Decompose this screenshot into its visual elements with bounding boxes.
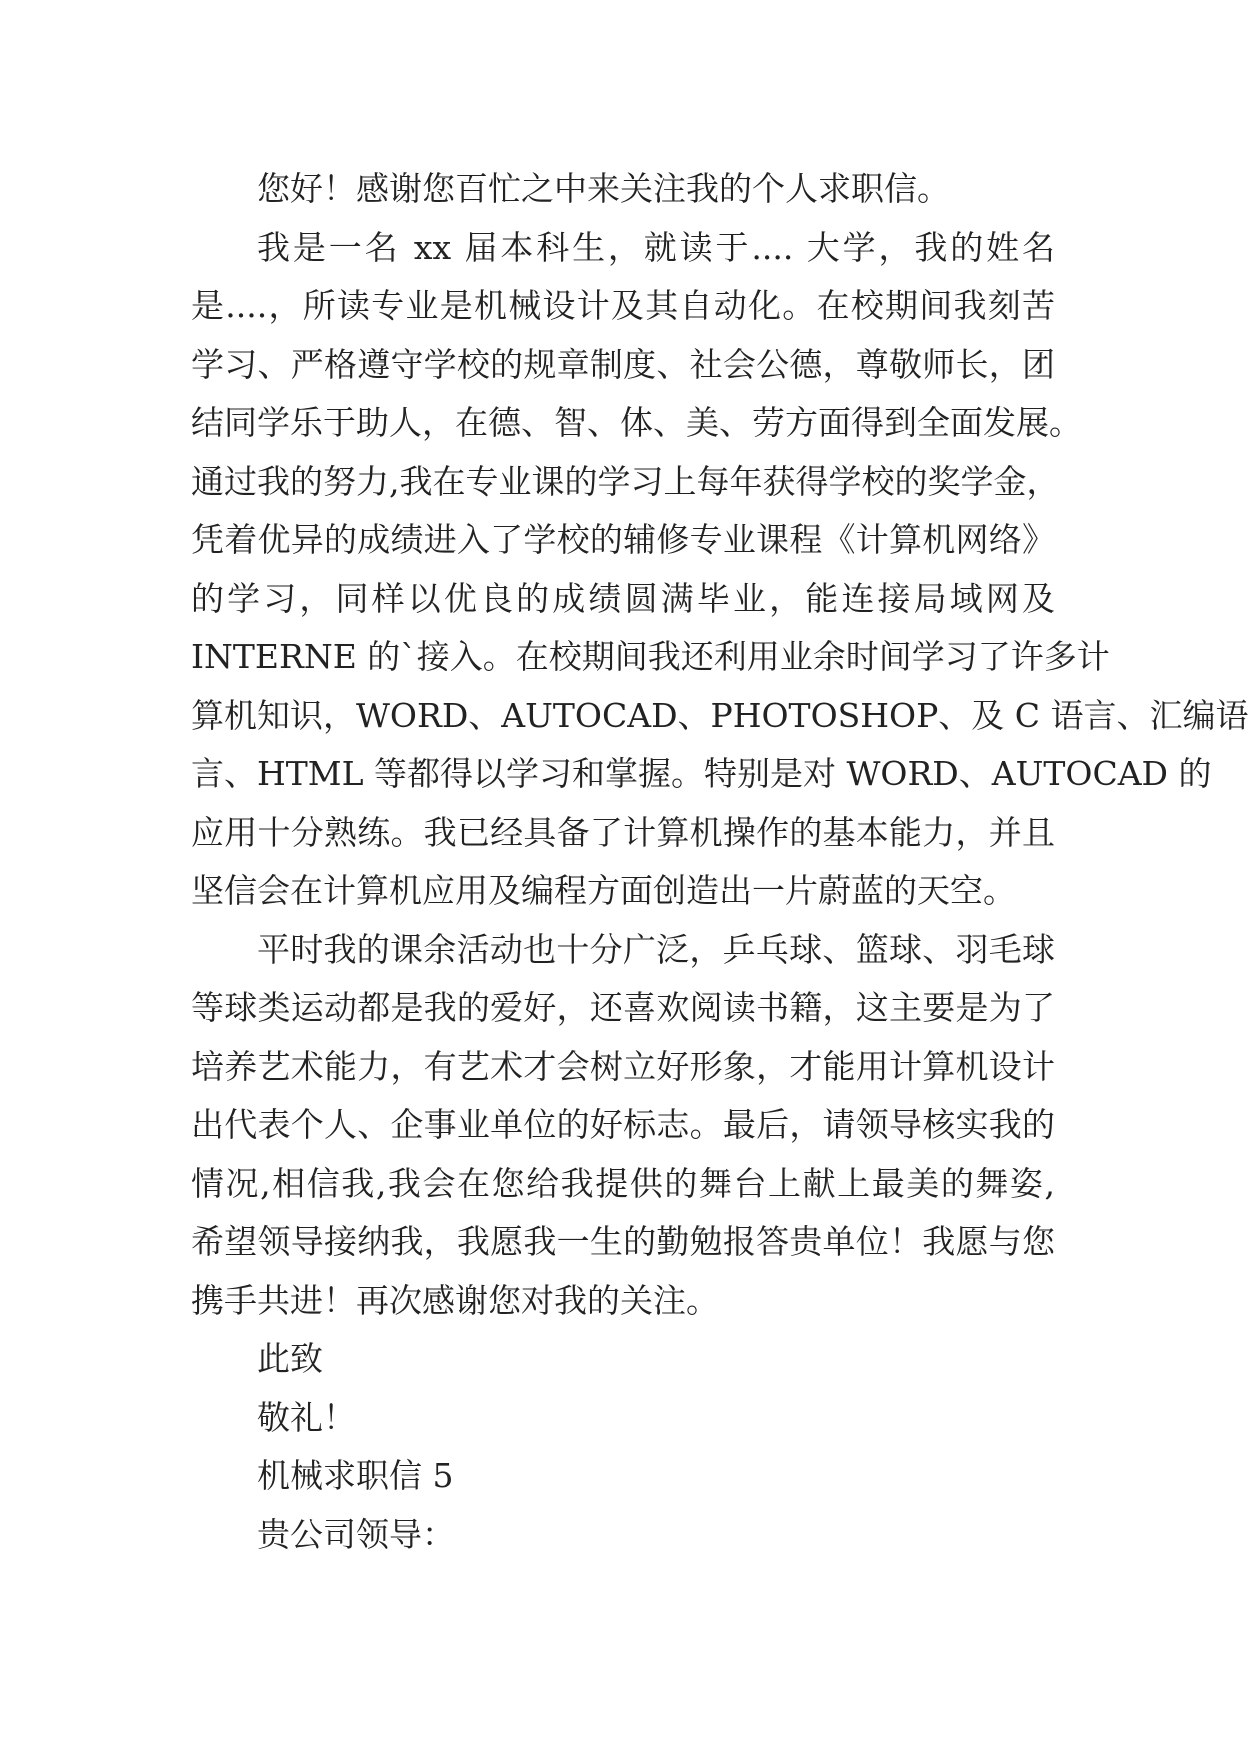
text-line: 等球类运动都是我的爱好，还喜欢阅读书籍，这主要是为了 bbox=[191, 988, 1055, 1027]
closing-line: 此致 bbox=[257, 1339, 323, 1378]
greeting-line: 贵公司领导： bbox=[257, 1514, 455, 1554]
text-line: 情况,相信我,我会在您给我提供的舞台上献上最美的舞姿, bbox=[191, 1163, 1055, 1203]
text-line: 出代表个人、企事业单位的好标志。最后，请领导核实我的 bbox=[191, 1105, 1055, 1144]
text-line: 通过我的努力,我在专业课的学习上每年获得学校的奖学金， bbox=[191, 461, 1060, 501]
text-line: 应用十分熟练。我已经具备了计算机操作的基本能力，并且 bbox=[191, 812, 1055, 852]
text-line: 是....，所读专业是机械设计及其自动化。在校期间我刻苦 bbox=[191, 286, 1055, 325]
text-line: 学习、严格遵守学校的规章制度、社会公德，尊敬师长，团 bbox=[191, 344, 1055, 384]
text-line: 言、HTML 等都得以学习和掌握。特别是对 WORD、AUTOCAD 的 bbox=[191, 754, 1212, 793]
text-line: 平时我的课余活动也十分广泛，乒乓球、篮球、羽毛球 bbox=[257, 929, 1055, 969]
text-line: 的学习，同样以优良的成绩圆满毕业，能连接局域网及 bbox=[191, 578, 1055, 618]
text-line: 您好！感谢您百忙之中来关注我的个人求职信。 bbox=[257, 169, 950, 208]
text-line: 携手共进！再次感谢您对我的关注。 bbox=[191, 1280, 719, 1320]
text-line: 培养艺术能力，有艺术才会树立好形象，才能用计算机设计 bbox=[191, 1046, 1055, 1086]
text-line: 坚信会在计算机应用及编程方面创造出一片蔚蓝的天空。 bbox=[191, 871, 1016, 910]
salutation-line: 敬礼！ bbox=[257, 1397, 356, 1437]
letter-body bbox=[191, 160, 1249, 1564]
text-line: 凭着优异的成绩进入了学校的辅修专业课程《计算机网络》 bbox=[191, 520, 1055, 559]
text-line: 算机知识，WORD、AUTOCAD、PHOTOSHOP、及 C 语言、汇编语 bbox=[191, 695, 1249, 735]
text-line: INTERNE 的`接入。在校期间我还利用业余时间学习了许多计 bbox=[191, 637, 1110, 676]
text-line: 我是一名 xx 届本科生，就读于.... 大学，我的姓名 bbox=[257, 227, 1055, 267]
text-line: 希望领导接纳我，我愿我一生的勤勉报答贵单位！我愿与您 bbox=[191, 1222, 1055, 1261]
text-line: 结同学乐于助人，在德、智、体、美、劳方面得到全面发展。 bbox=[191, 403, 1082, 442]
section-title: 机械求职信 5 bbox=[257, 1456, 454, 1495]
